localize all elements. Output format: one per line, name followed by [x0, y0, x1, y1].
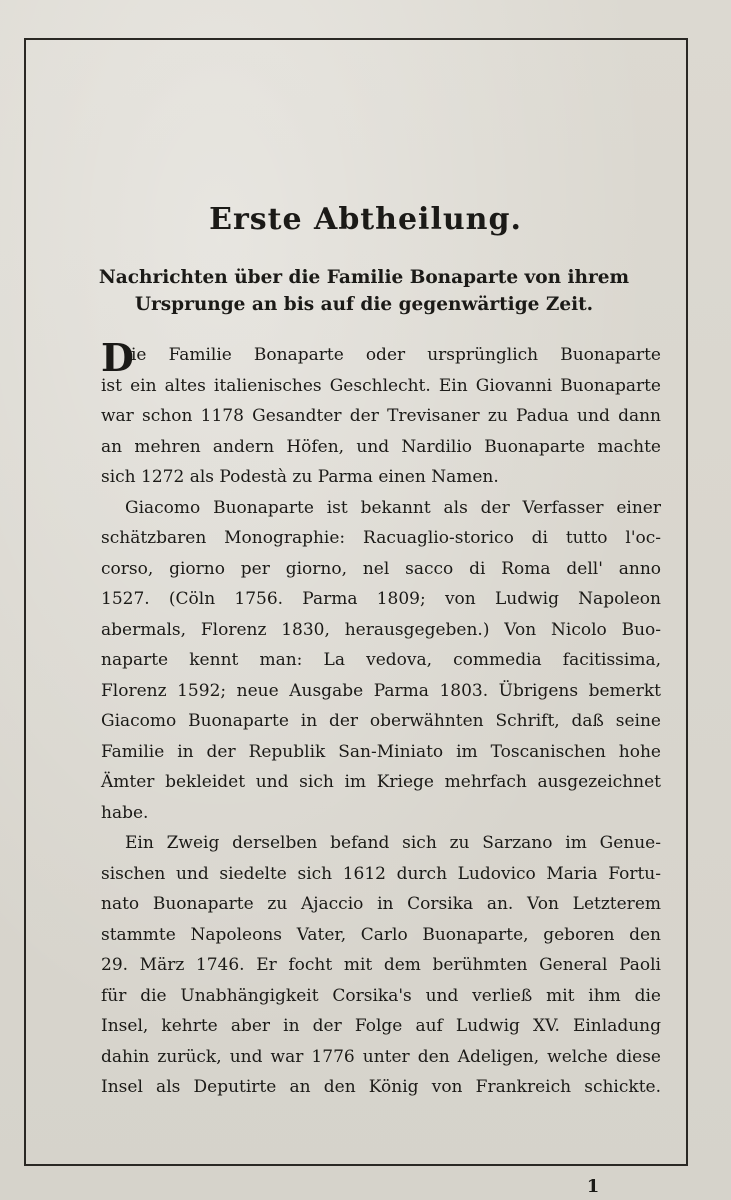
text-line: Florenz 1592; neue Ausgabe Parma 1803. Übrigens bemerkt: [101, 680, 661, 701]
drop-cap: D: [101, 335, 134, 380]
text-line: corso, giorno per giorno, nel sacco di Roma dell' anno: [101, 558, 661, 579]
text-line: Giacomo Buonaparte ist bekannt als der Verfasser einer: [125, 497, 661, 518]
text-line: stammte Napoleons Vater, Carlo Buonaparte, geboren den: [101, 924, 661, 945]
chapter-subheading: Nachrichten über die Familie Bonaparte von ihrem Ursprunge an bis auf die gegenwärtige Zeit.: [98, 267, 630, 315]
text-line: für die Unabhängigkeit Corsika's und verließ mit ihm die: [101, 985, 661, 1006]
text-line: Insel als Deputirte an den König von Frankreich schickte.: [101, 1077, 661, 1097]
text-line: sich 1272 als Podestà zu Parma einen Namen.: [101, 467, 499, 487]
text-line: war schon 1178 Gesandter der Trevisaner zu Padua und dann: [101, 406, 661, 426]
text-line: Ämter bekleidet und sich im Kriege mehrfach ausgezeichnet: [101, 772, 661, 792]
text-line: 1527. (Cöln 1756. Parma 1809; von Ludwig Napoleon: [101, 589, 661, 609]
text-line: Familie in der Republik San-Miniato im Toscanischen hohe: [101, 741, 661, 762]
text-line: sischen und siedelte sich 1612 durch Ludovico Maria Fortu-: [101, 863, 661, 884]
text-line: abermals, Florenz 1830, herausgegeben.) Von Nicolo Buo-: [101, 619, 661, 640]
text-line: schätzbaren Monographie: Racuaglio-storico di tutto l'oc-: [101, 528, 661, 548]
text-line: Insel, kehrte aber in der Folge auf Ludwig XV. Einladung: [101, 1016, 661, 1036]
text-line: dahin zurück, und war 1776 unter den Adeligen, welche diese: [101, 1046, 661, 1067]
body-text: [101, 335, 661, 1103]
text-line: Ein Zweig derselben befand sich zu Sarzano im Genue-: [125, 833, 661, 853]
text-line-content: ie Familie Bonaparte oder ursprünglich Buonaparte: [131, 345, 661, 365]
text-line: [101, 335, 661, 380]
text-line: naparte kennt man: La vedova, commedia facitissima,: [101, 650, 661, 670]
text-line: habe.: [101, 802, 149, 823]
text-line: nato Buonaparte zu Ajaccio in Corsika an. Von Letzterem: [101, 894, 661, 914]
text-line: ist ein altes italienisches Geschlecht. Ein Giovanni Buonaparte: [101, 375, 661, 396]
text-line: 29. März 1746. Er focht mit dem berühmten General Paoli: [101, 955, 661, 975]
text-line: Giacomo Buonaparte in der oberwähnten Schrift, daß seine: [101, 711, 661, 731]
chapter-heading: Erste Abtheilung.: [209, 202, 522, 237]
text-line: an mehren andern Höfen, und Nardilio Buonaparte machte: [101, 436, 661, 457]
page-number: 1: [586, 1176, 600, 1197]
